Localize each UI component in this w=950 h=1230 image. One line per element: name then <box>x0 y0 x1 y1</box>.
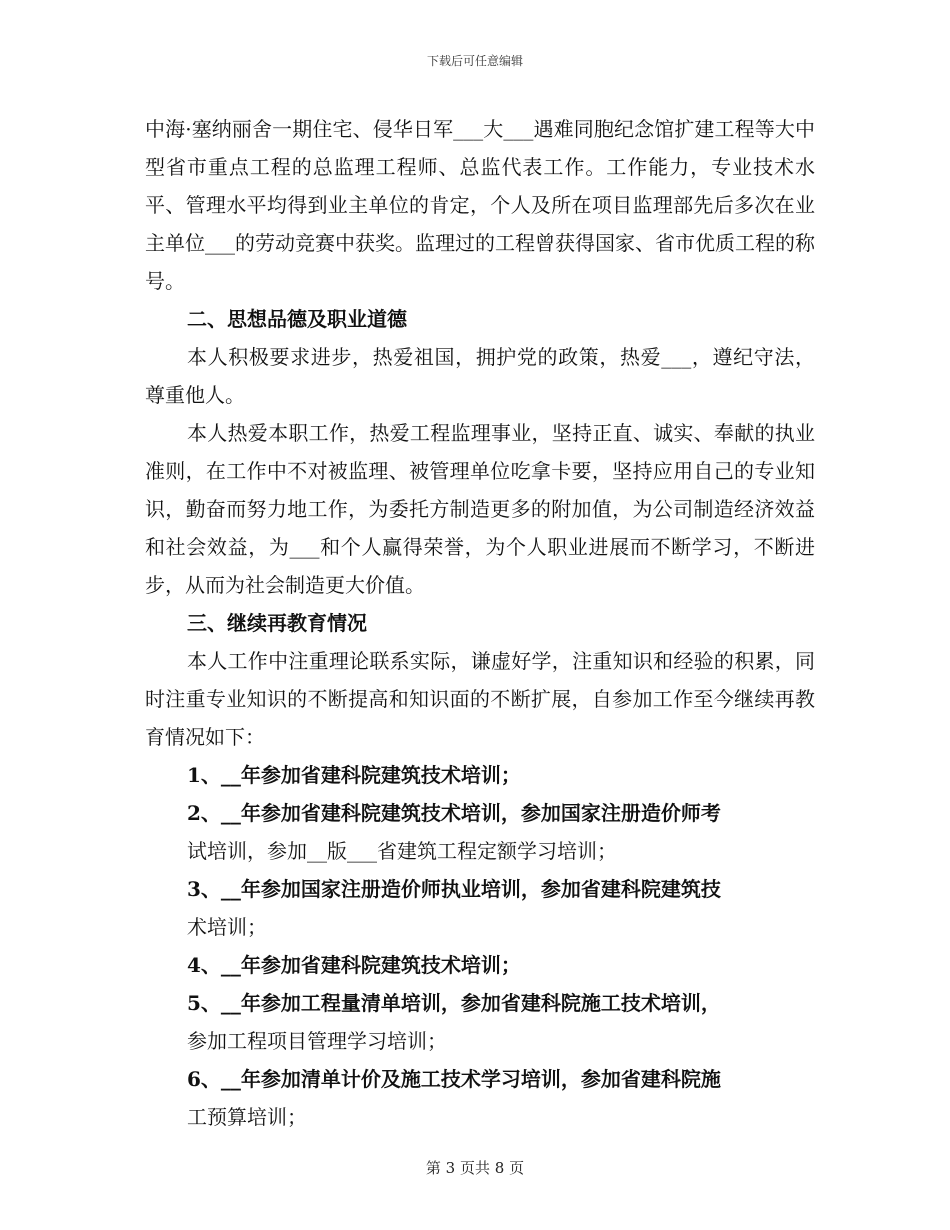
paragraph-ethics-2: 本人热爱本职工作，热爱工程监理事业，坚持正直、诚实、奉献的执业准则，在工作中不对被监理、被管理单位吃拿卡要，坚持应用自己的专业知识，勤奋而努力地工作，为委托方制造更多的附加值，为公司制造经济效益和社会效益，为___和个人赢得荣誉，为个人职业进展而不断学习，不断进步，从而为社会制造更大价值。 <box>145 421 815 597</box>
list-item <box>145 756 815 794</box>
page-footer: 第 3 页共 8 页 <box>425 1159 525 1177</box>
list-item <box>145 1060 815 1136</box>
list-item-continuation: 试培训，参加__版___省建筑工程定额学习培训； <box>187 839 617 863</box>
paragraph-ethics-1: 本人积极要求进步，热爱祖国，拥护党的政策，热爱___，遵纪守法，尊重他人。 <box>145 345 815 407</box>
list-item-text: 2、__年参加省建科院建筑技术培训，参加国家注册造价师考 <box>187 801 721 825</box>
list-item-continuation: 参加工程项目管理学习培训； <box>187 1029 447 1053</box>
list-item-continuation: 术培训； <box>187 915 267 939</box>
list-item <box>145 794 815 870</box>
paragraph-project-experience: 中海·塞纳丽舍一期住宅、侵华日军___大___遇难同胞纪念馆扩建工程等大中型省市重点工程的总监理工程师、总监代表工作。工作能力，专业技术水平、管理水平均得到业主单位的肯定，个人及所在项目监理部先后多次在业主单位___的劳动竞赛中获奖。监理过的工程曾获得国家、省市优质工程的称号。 <box>145 117 815 293</box>
list-item-text: 6、__年参加清单计价及施工技术学习培训，参加省建科院施 <box>187 1067 721 1091</box>
list-item-text: 3、__年参加国家注册造价师执业培训，参加省建科院建筑技 <box>187 877 721 901</box>
list-item <box>145 984 815 1060</box>
list-item-text: 4、__年参加省建科院建筑技术培训； <box>187 953 521 977</box>
list-item-continuation: 工预算培训； <box>187 1105 307 1129</box>
section-heading-education: 三、继续再教育情况 <box>187 611 367 635</box>
list-item-text: 5、__年参加工程量清单培训，参加省建科院施工技术培训， <box>187 991 721 1015</box>
list-item-text: 1、__年参加省建科院建筑技术培训； <box>187 763 521 787</box>
paragraph-education-intro: 本人工作中注重理论联系实际，谦虚好学，注重知识和经验的积累，同时注重专业知识的不断提高和知识面的不断扩展，自参加工作至今继续再教育情况如下： <box>145 649 815 749</box>
list-item <box>145 946 815 984</box>
list-item <box>145 870 815 946</box>
page-header: 下载后可任意编辑 <box>426 54 523 68</box>
section-heading-ethics: 二、思想品德及职业道德 <box>187 307 407 331</box>
document-body <box>145 110 815 1136</box>
